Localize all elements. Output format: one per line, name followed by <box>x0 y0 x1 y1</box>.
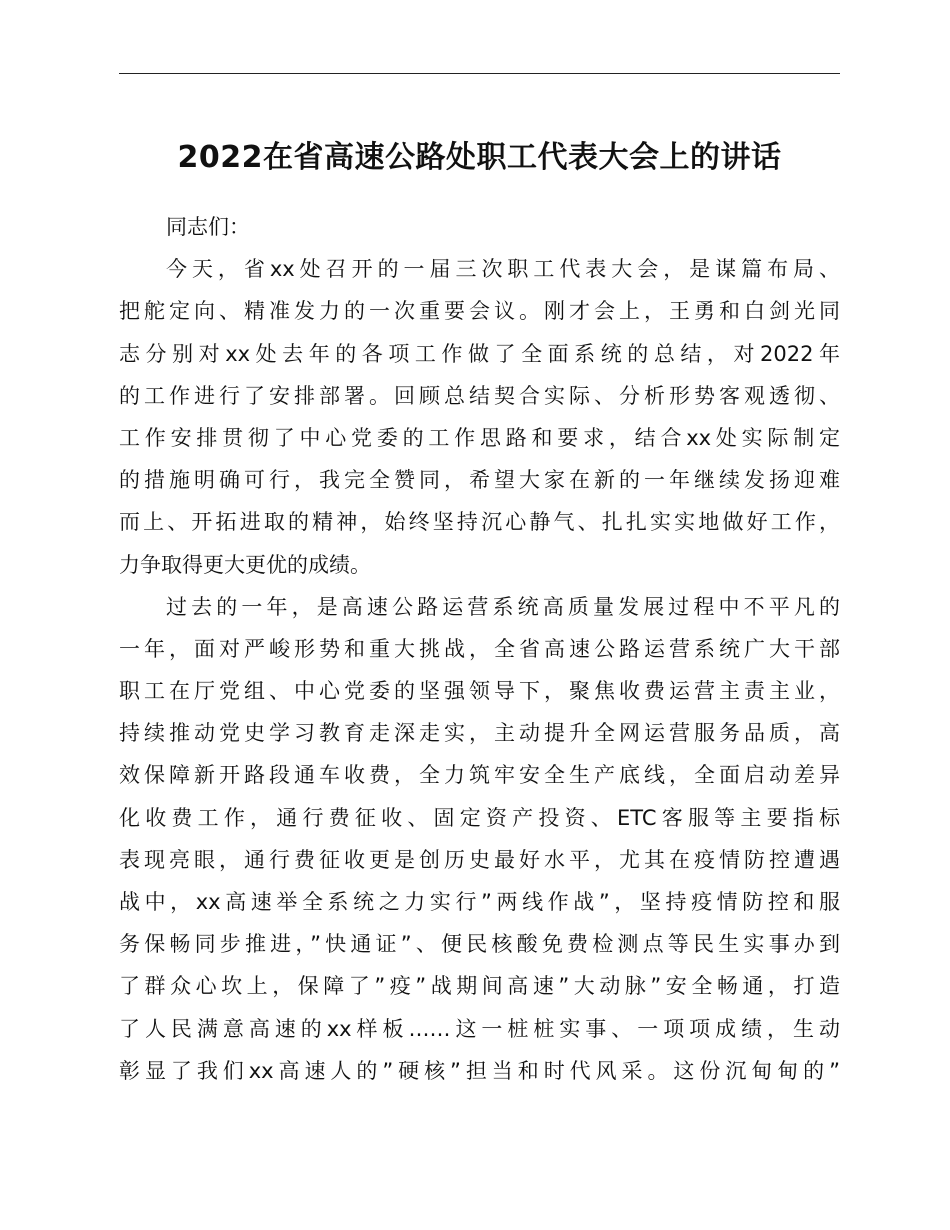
paragraph-2-line: 彰显了我们xx高速人的”硬核”担当和时代风采。这份沉甸甸的” <box>119 1058 840 1083</box>
document-body <box>119 206 840 1092</box>
paragraph-1-line: 工作安排贯彻了中心党委的工作思路和要求，结合xx处实际制定 <box>119 425 840 450</box>
paragraph-2-line: 了人民满意高速的xx样板……这一桩桩实事、一项项成绩，生动 <box>119 1016 840 1041</box>
paragraph-2-line: 务保畅同步推进，”快通证”、便民核酸免费检测点等民生实事办到 <box>119 932 840 957</box>
greeting: 同志们： <box>166 215 250 239</box>
paragraph-2-line: 一年，面对严峻形势和重大挑战，全省高速公路运营系统广大干部 <box>119 636 840 661</box>
paragraph-2-line: 表现亮眼，通行费征收更是创历史最好水平，尤其在疫情防控遭遇 <box>119 847 840 872</box>
header-divider <box>119 73 840 74</box>
paragraph-1-line: 的措施明确可行，我完全赞同，希望大家在新的一年继续发扬迎难 <box>119 468 840 493</box>
paragraph-1-line: 把舵定向、精准发力的一次重要会议。刚才会上，王勇和白剑光同 <box>119 299 840 324</box>
paragraph-2-line: 化收费工作，通行费征收、固定资产投资、ETC客服等主要指标 <box>119 805 840 830</box>
paragraph-1-line: 今天，省xx处召开的一届三次职工代表大会，是谋篇布局、 <box>166 257 840 282</box>
paragraph-1-line: 力争取得更大更优的成绩。 <box>119 552 371 577</box>
paragraph-2-line: 了群众心坎上，保障了”疫”战期间高速”大动脉”安全畅通，打造 <box>119 974 840 999</box>
paragraph-1-line: 志分别对xx处去年的各项工作做了全面系统的总结，对2022年 <box>119 341 840 366</box>
paragraph-1-line: 而上、开拓进取的精神，始终坚持沉心静气、扎扎实实地做好工作， <box>119 510 840 535</box>
document-title: 2022在省高速公路处职工代表大会上的讲话 <box>177 140 782 175</box>
paragraph-2-line: 战中，xx高速举全系统之力实行”两线作战”，坚持疫情防控和服 <box>119 890 840 914</box>
paragraph-2-line: 过去的一年，是高速公路运营系统高质量发展过程中不平凡的 <box>166 594 840 619</box>
paragraph-1-line: 的工作进行了安排部署。回顾总结契合实际、分析形势客观透彻、 <box>119 383 840 408</box>
paragraph-2-line: 效保障新开路段通车收费，全力筑牢安全生产底线，全面启动差异 <box>119 763 840 788</box>
paragraph-2-line: 持续推动党史学习教育走深走实，主动提升全网运营服务品质，高 <box>119 721 840 746</box>
paragraph-2-line: 职工在厅党组、中心党委的坚强领导下，聚焦收费运营主责主业， <box>119 679 840 704</box>
